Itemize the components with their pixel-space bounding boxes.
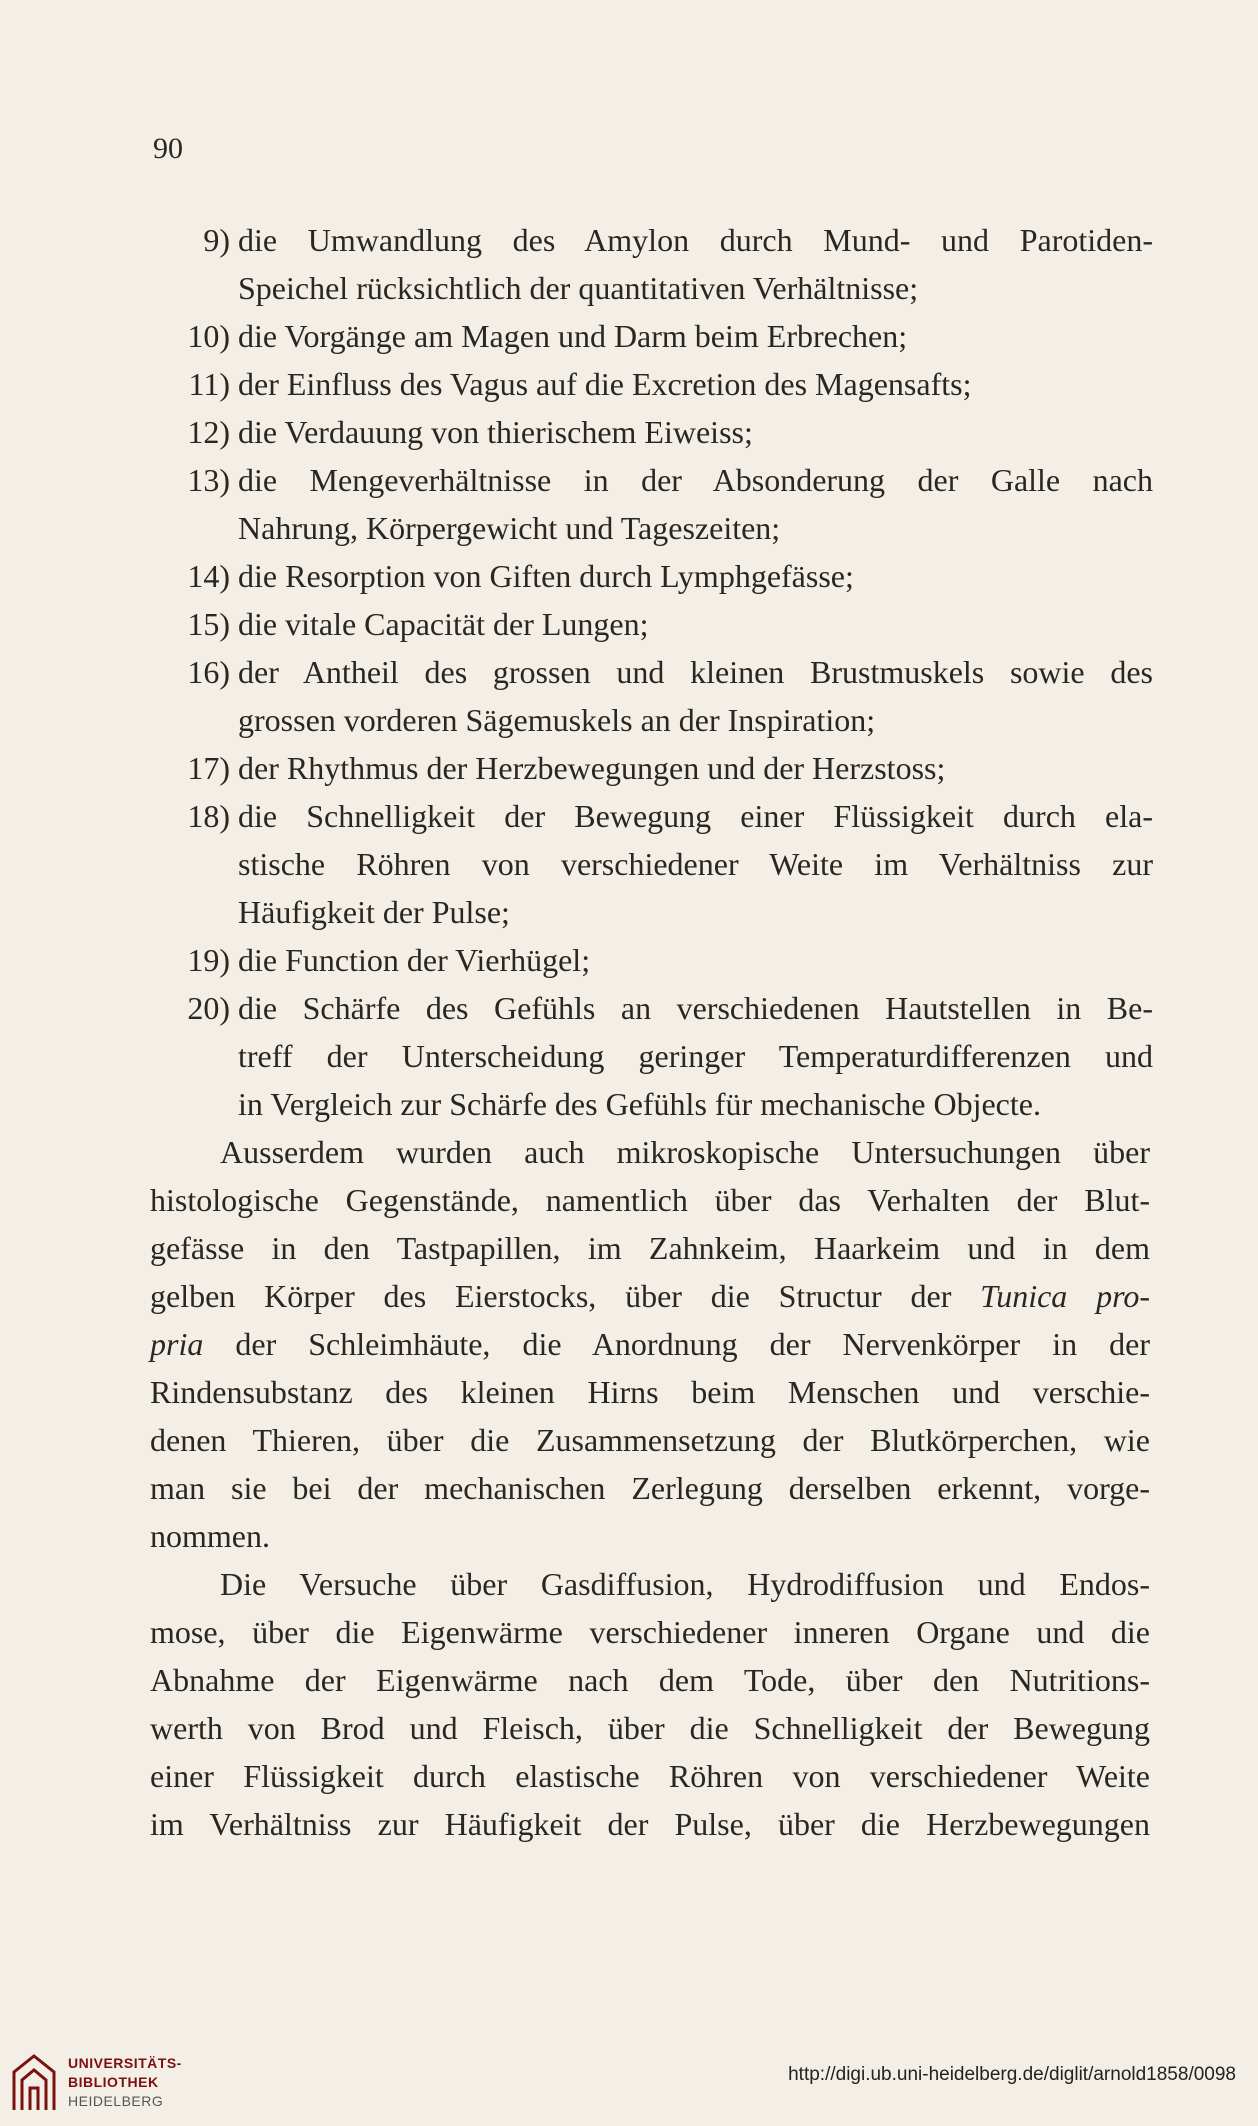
text-line: der Rhythmus der Herzbewegungen und der Herzstoss; [238, 750, 946, 786]
text-line: einer Flüssigkeit durch elastische Röhren von verschiedener Weite [150, 1758, 1150, 1794]
library-logo [10, 2050, 180, 2118]
text-line: Speichel rücksichtlich der quantitativen Verhältnisse; [238, 270, 919, 306]
library-name-line: BIBLIOTHEK [68, 2074, 159, 2090]
text-line: der Antheil des grossen und kleinen Brustmuskels sowie des [238, 654, 1153, 690]
library-name-line: HEIDELBERG [68, 2093, 164, 2109]
item-number: 17) [187, 750, 230, 786]
text-line [150, 1320, 1150, 1368]
item-text [238, 600, 1153, 648]
item-number: 20) [187, 990, 230, 1026]
item-number: 18) [187, 798, 230, 834]
text-line: die Umwandlung des Amylon durch Mund- und Parotiden- [238, 222, 1153, 258]
text-line: Rindensubstanz des kleinen Hirns beim Menschen und verschie- [150, 1374, 1150, 1410]
text-line: die Schnelligkeit der Bewegung einer Flüssigkeit durch ela- [238, 798, 1153, 834]
text-line: Häufigkeit der Pulse; [238, 894, 510, 930]
text-line: Ausserdem wurden auch mikroskopische Untersuchungen über [220, 1134, 1150, 1170]
item-text [238, 744, 1153, 792]
italic-term: Tunica pro- [980, 1278, 1150, 1314]
page-number: 90 [153, 132, 183, 165]
text-line: die Mengeverhältnisse in der Absonderung der Galle nach [238, 462, 1153, 498]
text-line: im Verhältniss zur Häufigkeit der Pulse, über die Herzbewegungen [150, 1806, 1150, 1842]
item-number: 19) [187, 942, 230, 978]
text-line: in Vergleich zur Schärfe des Gefühls für mechanische Objecte. [238, 1086, 1041, 1122]
text-line: Nahrung, Körpergewicht und Tageszeiten; [238, 510, 781, 546]
source-url[interactable]: http://digi.ub.uni-heidelberg.de/diglit/arnold1858/0098 [788, 2064, 1236, 2085]
item-text [238, 648, 1153, 744]
item-text [238, 984, 1153, 1128]
item-text [238, 792, 1153, 936]
text-line: Die Versuche über Gasdiffusion, Hydrodiffusion und Endos- [220, 1566, 1150, 1602]
item-number: 16) [187, 654, 230, 690]
item-text [238, 408, 1153, 456]
text-line: die Vorgänge am Magen und Darm beim Erbrechen; [238, 318, 908, 354]
text-line: die Verdauung von thierischem Eiweiss; [238, 414, 753, 450]
item-text [238, 216, 1153, 312]
item-text [238, 312, 1153, 360]
text-line: der Einfluss des Vagus auf die Excretion des Magensafts; [238, 366, 972, 402]
text-line: die Resorption von Giften durch Lymphgefässe; [238, 558, 854, 594]
text-line: histologische Gegenstände, namentlich über das Verhalten der Blut- [150, 1182, 1150, 1218]
item-text [238, 360, 1153, 408]
library-emblem-icon [10, 2052, 58, 2114]
text-line: nommen. [150, 1518, 270, 1554]
italic-term: pria [150, 1326, 204, 1362]
library-name [68, 2054, 182, 2111]
item-number: 10) [187, 318, 230, 354]
text-line: grossen vorderen Sägemuskels an der Inspiration; [238, 702, 876, 738]
paragraph [150, 1128, 1150, 1560]
item-number: 14) [187, 558, 230, 594]
text-line: treff der Unterscheidung geringer Temperaturdifferenzen und [238, 1038, 1153, 1074]
text-line: die Schärfe des Gefühls an verschiedenen Hautstellen in Be- [238, 990, 1153, 1026]
item-number: 13) [187, 462, 230, 498]
item-text [238, 936, 1153, 984]
item-number: 11) [188, 366, 230, 402]
text-line: stische Röhren von verschiedener Weite im Verhältniss zur [238, 846, 1153, 882]
item-text [238, 456, 1153, 552]
item-number: 9) [203, 222, 230, 258]
text-line: mose, über die Eigenwärme verschiedener inneren Organe und die [150, 1614, 1150, 1650]
item-text [238, 552, 1153, 600]
text-line: denen Thieren, über die Zusammensetzung der Blutkörperchen, wie [150, 1422, 1150, 1458]
text-line: man sie bei der mechanischen Zerlegung derselben erkennt, vorge- [150, 1470, 1150, 1506]
library-name-line: UNIVERSITÄTS- [68, 2055, 182, 2071]
text-line: Abnahme der Eigenwärme nach dem Tode, über den Nutritions- [150, 1662, 1150, 1698]
item-number: 12) [187, 414, 230, 450]
text-span: gelben Körper des Eierstocks, über die Structur der [150, 1278, 981, 1314]
text-line: die vitale Capacität der Lungen; [238, 606, 649, 642]
text-line [150, 1272, 1150, 1320]
text-line: die Function der Vierhügel; [238, 942, 591, 978]
paragraph [150, 1560, 1150, 1848]
item-number: 15) [187, 606, 230, 642]
text-line: werth von Brod und Fleisch, über die Schnelligkeit der Bewegung [150, 1710, 1150, 1746]
text-span: der Schleimhäute, die Anordnung der Nervenkörper in der [203, 1326, 1150, 1362]
text-line: gefässe in den Tastpapillen, im Zahnkeim, Haarkeim und in dem [150, 1230, 1150, 1266]
